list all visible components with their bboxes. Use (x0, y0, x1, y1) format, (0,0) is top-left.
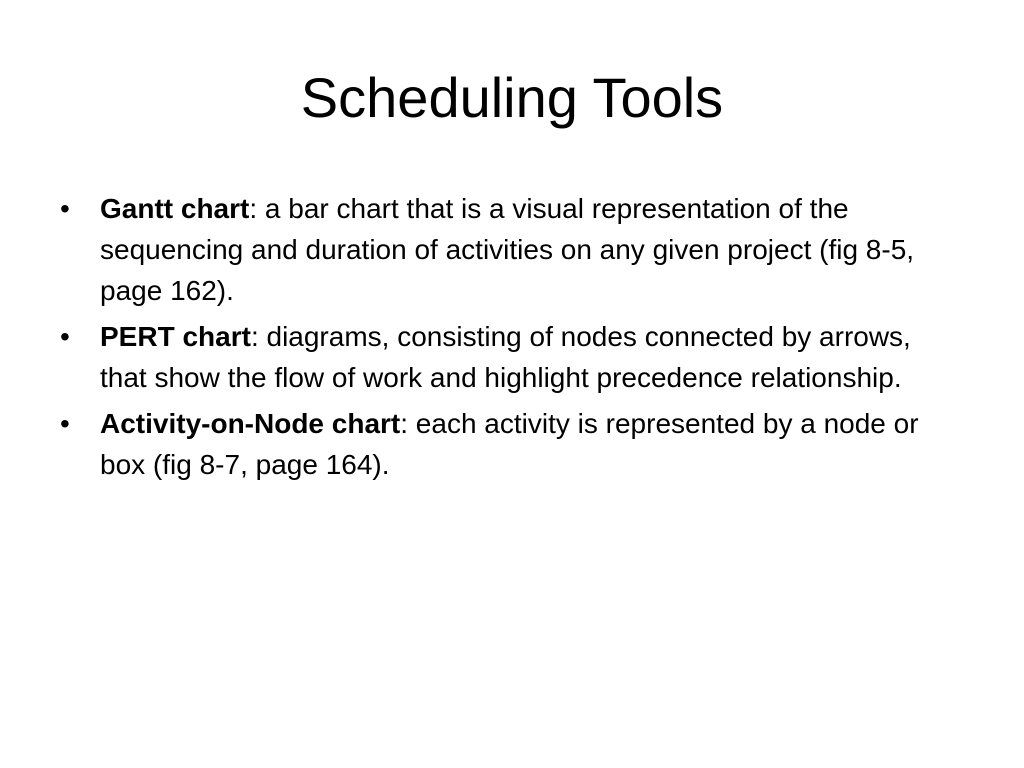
bullet-icon: • (60, 321, 70, 352)
bullet-definition: : a bar chart that is a visual representation of the sequencing and duration of activities on any given project (fig 8-5, page 162). (100, 193, 915, 306)
bullet-definition: : each activity is represented by a node or box (fig 8-7, page 164). (100, 408, 919, 480)
bullet-item-gantt-chart (60, 188, 965, 311)
bullet-term: Gantt chart (100, 193, 250, 224)
bullet-item-activity-on-node-chart (60, 403, 965, 485)
slide-title: Scheduling Tools (300, 66, 724, 129)
bullet-icon: • (60, 193, 70, 224)
bullet-term: Activity-on-Node chart (100, 408, 401, 439)
bullet-item-pert-chart (60, 316, 965, 398)
bullet-definition: : diagrams, consisting of nodes connected by arrows, that show the flow of work and highlight precedence relationship. (100, 321, 911, 393)
bullet-icon: • (60, 408, 70, 439)
bullet-list (60, 188, 965, 490)
bullet-term: PERT chart (100, 321, 251, 352)
